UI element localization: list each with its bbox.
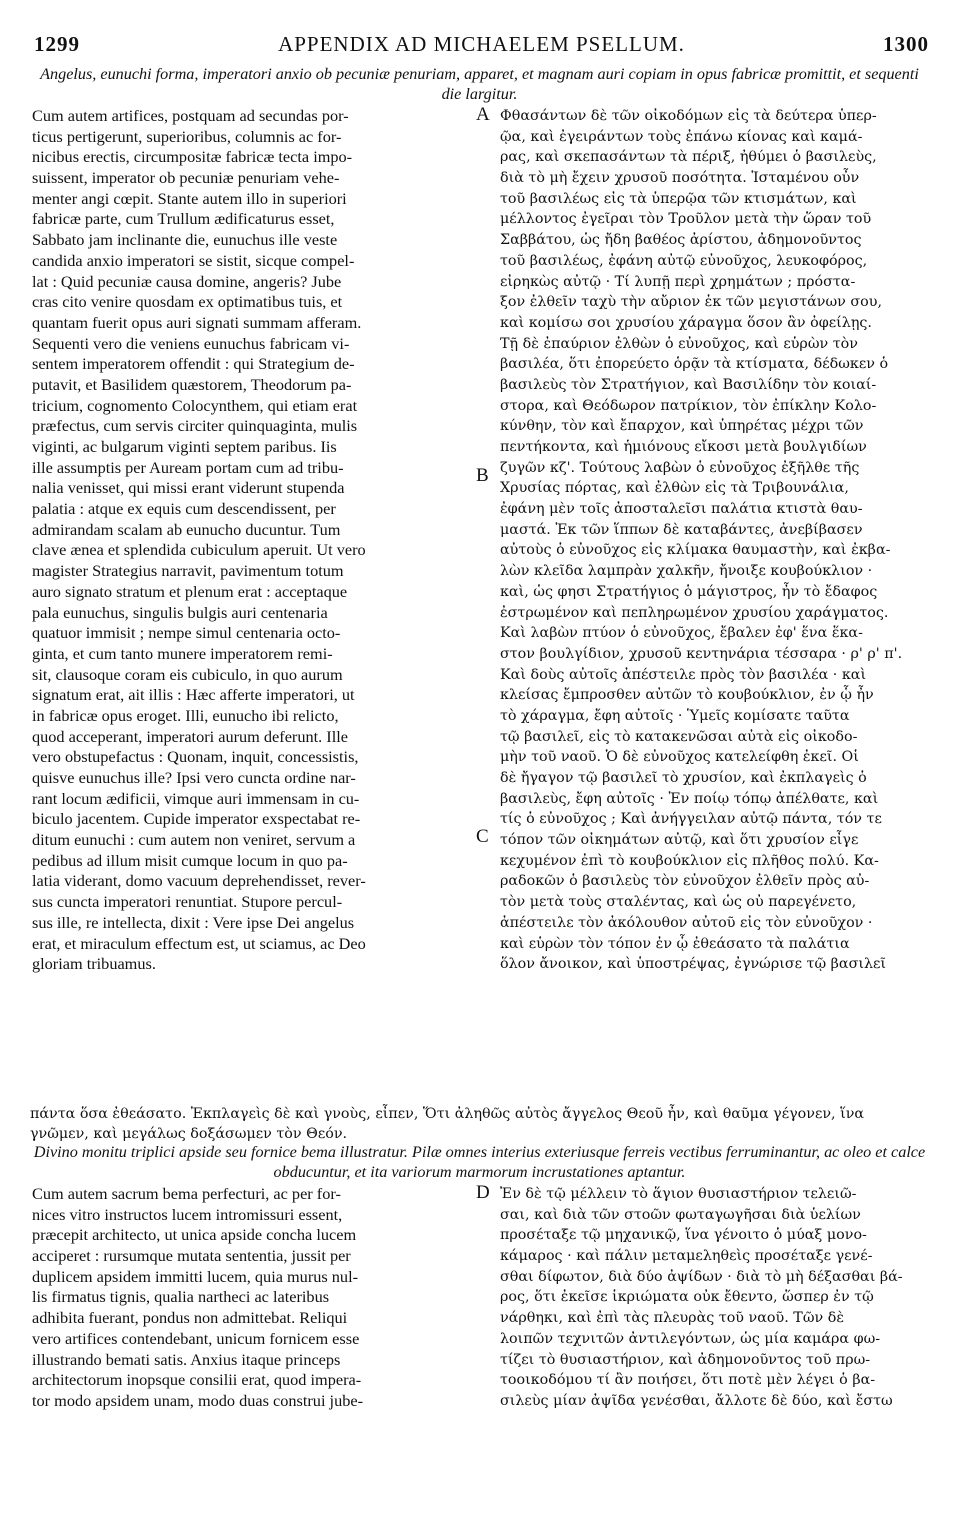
latin-text-line: tor modo apsidem unam, modo duas construi jube- [32, 1390, 363, 1410]
latin-text-line: nalia venisset, qui missi erant viderunt stupenda [32, 478, 345, 498]
greek-text-line: ὅλον ἄνοικον, καὶ ὑποστρέψας, ἐγνώρισε τῷ βασιλεῖ [500, 956, 887, 973]
greek-text-line: νάρθηκι, καὶ ἐπὶ τὰς πλευρὰς τοῦ ναοῦ. Τῶν δὲ [500, 1310, 844, 1327]
latin-text-line: admirandam scalam ab eunucho ducuntur. Tum [32, 519, 341, 539]
greek-text-line: εἰρηκὼς αὐτῷ · Τί λυπῇ περὶ χρημάτων ; πρόστα- [500, 273, 856, 290]
greek-text-line: Καὶ λαβὼν πτύον ὁ εὐνοῦχος, ἔβαλεν ἐφ' ἕνα ἕκα- [500, 625, 863, 642]
latin-text-line: adhibita fuerant, pondus non admittebat. Reliqui [32, 1308, 348, 1328]
page-number-left: 1299 [34, 32, 80, 56]
greek-text-line: ζυγῶν κζ'. Τούτους λαβὼν ὁ εὐνοῦχος ἐξῆλθε τῆς [500, 459, 860, 476]
greek-text-line: Χρυσίας πόρτας, καὶ ἐλθὼν εἰς τὰ Τριβουνάλια, [500, 480, 849, 497]
latin-text-line: Sequenti vero die veniens eunuchus fabricam vi- [32, 333, 350, 353]
greek-text-line: Σαββάτου, ὡς ἤδη βαθέος ἀρίστου, ἀδημονοῦντος [500, 232, 862, 249]
greek-column-1 [500, 106, 932, 1101]
greek-text-line: τὸ χάραγμα, ἔφη αὐτοῖς · Ὑμεῖς κομίσατε ταῦτα [500, 707, 850, 724]
latin-column-1 [32, 106, 476, 1101]
latin-text-line: illustrando bemati satis. Anxius itaque princeps [32, 1349, 341, 1369]
latin-text-line: architectorum inopsque consilii erat, quod impera- [32, 1370, 362, 1390]
latin-text-line: acciperet : rursumque mutata sententia, jussit per [32, 1246, 351, 1266]
latin-text-line: vero artifices contendebant, unicum fornicem esse [32, 1328, 360, 1348]
latin-text-line: ticus pertigerunt, superioribus, columnis ac for- [32, 126, 342, 146]
page-header [34, 32, 929, 60]
latin-text-line: signatum erat, ait illis : Hæc afferte imperatori, ut [32, 685, 355, 705]
greek-text-line: τῷ βασιλεῖ, εἰς τὸ κατακενῶσαι αὐτὰ εἰς οἰκοδο- [500, 728, 858, 745]
latin-text-line: quisve eunuchus ille? Ipsi vero cuncta ordine nar- [32, 768, 356, 787]
greek-text-line: ἐφάνη μὲν τοῖς ἀποσταλεῖσι παλάτια κτιστὰ θαυ- [500, 501, 863, 518]
latin-text-line: pedibus ad illum misit cumque locum in quo pa- [32, 850, 348, 870]
page-number-right: 1300 [883, 32, 929, 56]
latin-text-line: clave ænea et splendida cubiculum aperuit. Ut vero [32, 540, 366, 560]
greek-text-line: μὴν τοῦ ναοῦ. Ὁ δὲ εὐνοῦχος κατελείφθη ἐκεῖ. Οἱ [500, 749, 859, 766]
latin-text-line: candida anxio imperatori se sistit, sicque compel- [32, 250, 355, 270]
greek-text-line: κλείσας ἔμπροσθεν αὐτῶν τὸ κουβούκλιον, ἐν ᾧ ἦν [500, 687, 874, 704]
latin-text-line: nices vitro instructos lucem intromissuri essent, [32, 1204, 343, 1224]
greek-text-line: δὲ ἤγαγον τῷ βασιλεῖ τὸ χρυσίον, καὶ ἐκπλαγεὶς ὁ [500, 770, 867, 786]
greek-text-line: τοῦ βασιλέως, ἐφάνη αὐτῷ εὐνοῦχος, λευκοφόρος, [500, 252, 868, 269]
latin-text-line: quod acceperant, imperatori aurum deferunt. Ille [32, 726, 348, 746]
margin-marker-a: A [476, 104, 490, 125]
greek-text-line: Τῇ δὲ ἐπαύριον ἐλθὼν ὁ εὐνοῦχος, καὶ εὑρὼν τὸν [500, 335, 858, 352]
greek-text-line: στορα, καὶ Θεόδωρον πατρίκιον, τὸν ἐπίκλην Κολο- [500, 397, 877, 414]
margin-marker-d: D [476, 1182, 490, 1203]
greek-text-line: ἐστρωμένον καὶ πεπληρωμένον χρυσίου χαράγματος. [500, 604, 889, 621]
margin-marker-b: B [476, 465, 489, 486]
greek-text-line: σθαι δίφωτον, διὰ δύο ἀψίδων · διὰ τὸ μὴ δέξασθαι βά- [500, 1268, 903, 1285]
greek-text-line: σαι, καὶ διὰ τῶν στοῶν φωταγωγῆσαι διὰ ὑελίων [500, 1206, 861, 1223]
greek-text-line: τίζει τὸ θυσιαστήριον, καὶ ἀδημονοῦντος τοῦ πρω- [500, 1351, 871, 1368]
section-summary-1: Angelus, eunuchi forma, imperatori anxio ob pecuniæ penuriam, apparet, et magnam auri copiam in opus fabricæ promittit, et sequenti die largitur. [40, 65, 919, 103]
latin-text-line: fabricæ parte, cum Trullum ædificaturus esset, [32, 209, 335, 229]
greek-text-line: προσέταξε τῷ μηχανικῷ, ἵνα γένοιτο ὁ μύαξ μονο- [500, 1227, 867, 1244]
greek-text-line: πεντήκοντα, καὶ ἡμιόνους εἴκοσι μετὰ βουλγιδίων [500, 439, 867, 455]
running-title: APPENDIX AD MICHAELEM PSELLUM. [278, 32, 685, 56]
greek-text-line: στον βουλγίδιον, χρυσοῦ κεντηνάρια τέσσαρα · ρ' ρ' π'. [500, 645, 903, 662]
latin-text-line: quantam fuerit opus auri signati summam afferam. [32, 312, 362, 332]
greek-text-line: τόπον τῶν οἰκημάτων αὐτῷ, καὶ ὅτι χρυσίον εἶγε [500, 832, 859, 849]
greek-text-line: ρας, καὶ σκεπασάντων τὰ πέριξ, ἠθύμει ὁ βασιλεὺς, [500, 149, 877, 166]
latin-text-line: cras cito venire quosdam ex optimatibus tuis, et [32, 292, 343, 312]
greek-column-2 [500, 1184, 932, 1534]
greek-full-width-line-1: πάντα ὅσα ἐθεάσατο. Ἐκπλαγεὶς δὲ καὶ γνοὺς, εἶπεν, Ὅτι ἀληθῶς αὐτὸς ἄγγελος Θεοῦ ἦν, καὶ θαῦμα γέγονεν, ἵνα [30, 1106, 865, 1122]
latin-text-line: Cum autem artifices, postquam ad secundas por- [32, 106, 349, 125]
greek-text-line: λοιπῶν τεχνιτῶν ἀντιλεγόντων, ὡς μία καμάρα φω- [500, 1330, 881, 1347]
latin-text-line: lat : Quid pecuniæ causa domine, angeris? Jube [32, 271, 342, 291]
latin-text-line: sit, clausoque coram eis cubiculo, in quo aurum [32, 664, 343, 684]
greek-text-line: ῷα, καὶ ἐγειράντων τοὺς ἐπάνω κίονας καὶ καμά- [500, 128, 863, 145]
greek-text-line: καὶ κομίσω σοι χρυσίου χάραγμα ὅσον ἂν ὀφείλῃς. [500, 314, 872, 331]
latin-text-line: rant locum ædificii, vimque auri immensam in cu- [32, 788, 360, 808]
latin-column-2 [32, 1184, 476, 1534]
latin-text-line: duplicem apsidem immitti lucem, quia murus nul- [32, 1266, 359, 1286]
margin-marker-c: C [476, 826, 489, 847]
latin-text-line: suissent, imperator ob pecuniæ penuriam vehe- [32, 168, 340, 188]
greek-text-line: τὸν μετὰ τοὺς σταλέντας, καὶ ὡς οὐ παρεγένετο, [500, 894, 857, 911]
latin-text-line: sus cuncta imperatori renuntiat. Stupore percul- [32, 892, 343, 912]
greek-text-line: τοοικοδόμου τί ἂν ποιήσει, ὅτι ποτὲ μὲν λέγει ὁ βα- [500, 1372, 876, 1389]
greek-text-line: λὼν κλεῖδα λαμπρὰν χαλκῆν, ἤνοιξε κουβούκλιον · [500, 563, 873, 580]
latin-text-line: nicibus erectis, circumpositæ fabricæ tecta impo- [32, 147, 353, 167]
greek-text-line: καὶ, ὡς φησι Στρατήγιος ὁ μάγιστρος, ἦν τὸ ἔδαφος [500, 583, 878, 600]
latin-text-line: palatia : atque ex equis cum descendissent, per [32, 499, 336, 519]
greek-text-line: διὰ τὸ μὴ ἔχειν χρυσοῦ ποσότητα. Ἱσταμένου οὖν [500, 170, 860, 187]
latin-text-line: ginta, et cum tanto munere imperatorem remi- [32, 643, 333, 663]
section-summary-2: Divino monitu triplici apside seu fornice bema illustratur. Pilæ omnes interius exteriusque ferreis vectibus ferruminantur, ac oleo et calce obducuntur, et ita variorum marmorum incrustationes aptantur. [33, 1143, 926, 1181]
greek-text-line: ραδοκῶν ὁ βασιλεὺς τὸν εὐνοῦχον ἐλθεῖν πρὸς αὐ- [500, 873, 870, 890]
latin-text-line: biculo jacentem. Cupide imperator exspectabat re- [32, 809, 361, 829]
greek-text-line: Ἐν δὲ τῷ μέλλειν τὸ ἅγιον θυσιαστήριον τελειῶ- [500, 1186, 857, 1202]
latin-text-line: magister Strategius narravit, pavimentum totum [32, 561, 344, 581]
latin-text-line: lis firmatus tignis, qualia nartheci ac lateribus [32, 1287, 330, 1307]
latin-text-line: erat, et miraculum effectum est, ut sciamus, ac Deo [32, 933, 366, 953]
greek-text-line: κεχυμένον ἐπὶ τὸ κουβούκλιον εἰς πλῆθος πολύ. Κα- [500, 852, 879, 869]
greek-text-line: ρος, ὅτι ἐκεῖσε ἱκριώματα οὐκ ἔθεντο, ὥσπερ ἐν τῷ [500, 1289, 874, 1306]
latin-text-line: sus ille, re intellecta, dixit : Vere ipse Dei angelus [32, 912, 355, 932]
greek-text-line: αὐτοὺς ὁ εὐνοῦχος εἰς κλίμακα θαυμαστὴν, καὶ ἐκβα- [500, 542, 891, 559]
latin-text-line: pala eunuchus, singulis bulgis auri centenaria [32, 602, 328, 622]
latin-text-line: ille assumptis per Auream portam cum ad tribu- [32, 457, 344, 477]
greek-text-line: Φθασάντων δὲ τῶν οἰκοδόμων εἰς τὰ δεύτερα ὑπερ- [500, 108, 877, 124]
greek-text-line: κάμαρος · καὶ πάλιν μεταμεληθεὶς προσέταξε γενέ- [500, 1248, 873, 1265]
greek-text-line: τοῦ βασιλέως εἰς τὰ ὑπερῷα τῶν κτισμάτων, καὶ [500, 190, 857, 207]
latin-text-line: quatuor immisit ; nempe simul centenaria octo- [32, 623, 341, 643]
latin-text-line: ditum eunuchi : cum autem non veniret, servum a [32, 830, 356, 850]
latin-text-line: putavit, et Basilidem quæstorem, Theodorum pa- [32, 374, 352, 394]
latin-text-line: præcepit architecto, ut unica apside concha lucem [32, 1225, 357, 1245]
greek-text-line: σιλεὺς μίαν ἀψῖδα γενέσθαι, ἄλλοτε δὲ δύο, καὶ ἔστω [500, 1392, 893, 1409]
greek-full-width-line-2: γνῶμεν, καὶ μεγάλως δοξάσωμεν τὸν Θεόν. [30, 1126, 348, 1142]
greek-text-line: ἀπέστειλε τὸν ἀκόλουθον αὐτοῦ εἰς τὸν εὐνοῦχον · [500, 914, 873, 931]
latin-text-line: Cum autem sacrum bema perfecturi, ac per for- [32, 1184, 341, 1203]
latin-text-line: in fabricæ opus eroget. Illi, eunucho ibi relicto, [32, 705, 339, 725]
latin-text-line: menter angi cœpit. Stante autem illo in superiori [32, 188, 347, 208]
latin-text-line: gloriam tribuamus. [32, 954, 156, 974]
greek-text-line: ξον ἐλθεῖν ταχὺ τὴν αὔριον ἐκ τῶν μεγιστάνων σου, [500, 294, 882, 311]
greek-text-line: Καὶ δοὺς αὐτοῖς ἀπέστειλε πρὸς τὸν βασιλέα · καὶ [500, 666, 867, 683]
latin-text-line: vero obstupefactus : Quonam, inquit, concessistis, [32, 747, 359, 767]
greek-text-line: μαστά. Ἐκ τῶν ἵππων δὲ καταβάντες, ἀνεβίβασεν [500, 521, 863, 538]
greek-text-line: βασιλέα, ὅτι ἐπορεύετο ὁρᾷν τὰ κτίσματα, δέδωκεν ὁ [500, 356, 889, 373]
latin-text-line: præfectus, cum servis circiter quinquaginta, mulis [32, 416, 358, 436]
latin-text-line: auro signato stratum et plenum erat : acceptaque [32, 581, 348, 601]
latin-text-line: tricium, cognomento Colocynthem, qui etiam erat [32, 395, 358, 415]
latin-text-line: sentem imperatorem offendit : qui Strategium de- [32, 354, 355, 374]
greek-text-line: βασιλεὺς, ἔφη αὐτοῖς · Ἐν ποίῳ τόπῳ ἀπέλθατε, καὶ [500, 790, 879, 807]
latin-text-line: viginti, ac bulgarum viginti septem paribus. Iis [32, 437, 337, 456]
greek-text-line: μέλλοντος ἐγεῖραι τὸν Τροῦλον μετὰ τὴν ὥραν τοῦ [500, 211, 872, 228]
latin-text-line: latia viderant, domo vacuum deprehendisset, rever- [32, 871, 366, 891]
greek-text-line: καὶ εὑρὼν τὸν τόπον ἐν ᾧ ἐθεάσατο τὰ παλάτια [500, 935, 850, 952]
latin-text-line: Sabbato jam inclinante die, eunuchus ille veste [32, 230, 338, 250]
greek-text-line: τίς ὁ εὐνοῦχος ; Καὶ ἀνήγγειλαν αὐτῷ πάντα, τόν τε [500, 811, 882, 828]
greek-text-line: βασιλεὺς τὸν Στρατήγιον, καὶ Βασιλίδην τὸν κοιαί- [500, 376, 877, 393]
greek-text-line: κύνθην, τὸν καὶ ἔπαρχον, καὶ ὑπηρέτας μέχρι τῶν [500, 418, 864, 435]
